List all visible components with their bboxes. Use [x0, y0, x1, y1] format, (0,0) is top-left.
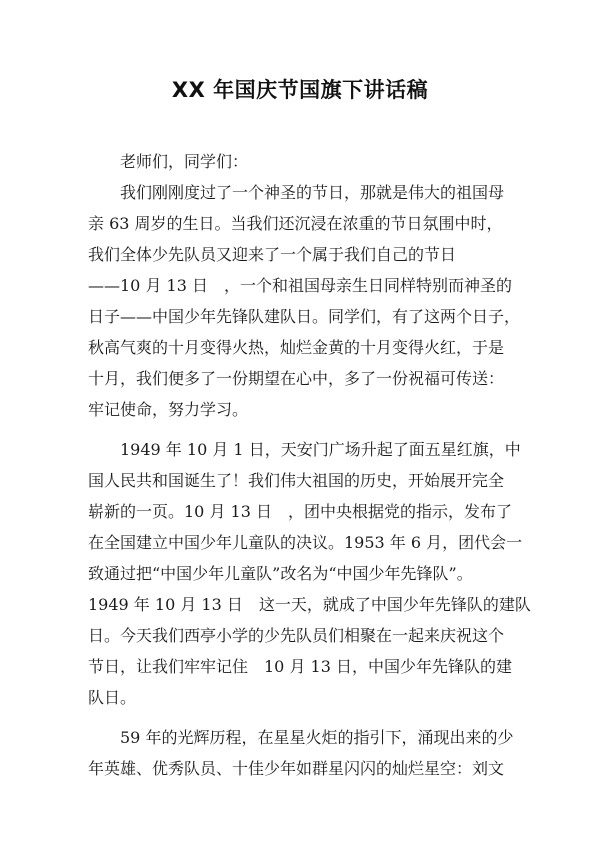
greeting-line: 老师们，同学们：	[120, 152, 249, 171]
paragraph-line: 亲 63 周岁的生日。当我们还沉浸在浓重的节日氛围中时，	[88, 214, 503, 233]
paragraph-1	[88, 177, 521, 425]
paragraph-line: 日。今天我们西亭小学的少先队员们相聚在一起来庆祝这个	[88, 626, 505, 645]
paragraph-line: 59 年的光辉历程，在星星火炬的指引下，涌现出来的少	[120, 728, 514, 747]
paragraph-gap	[88, 713, 512, 722]
paragraph-line: 我们全体少先队员又迎来了一个属于我们自己的节日	[88, 245, 457, 264]
paragraph-gap	[88, 425, 512, 434]
paragraph-line: 在全国建立中国少年儿童队的决议。1953 年 6 月，团代会一	[88, 533, 523, 552]
paragraph-line: ——10 月 13 日 ，一个和祖国母亲生日同样特别而神圣的	[88, 276, 512, 295]
paragraph-line: 牢记使命，努力学习。	[88, 400, 249, 419]
paragraph-3	[88, 722, 512, 784]
paragraph-line: 年英雄、优秀队员、十佳少年如群星闪闪的灿烂星空：刘文	[88, 759, 505, 778]
paragraph-line: 队日。	[88, 688, 137, 707]
paragraph-2	[88, 434, 531, 713]
paragraph-line: 十月，我们便多了一份期望在心中，多了一份祝福可传送：	[88, 369, 505, 388]
document-body	[88, 146, 531, 784]
document-title: XX 年国庆节国旗下讲话稿	[171, 78, 429, 102]
paragraph-line: 1949 年 10 月 1 日，天安门广场升起了面五星红旗，中	[120, 440, 521, 459]
paragraph-line: 节日，让我们牢牢记住 10 月 13 日，中国少年先锋队的建	[88, 657, 512, 676]
paragraph-line: 我们刚刚度过了一个神圣的节日，那就是伟大的祖国母	[120, 183, 505, 202]
paragraph-line: 秋高气爽的十月变得火热，灿烂金黄的十月变得火红，于是	[88, 338, 505, 357]
paragraph-line: 国人民共和国诞生了！我们伟大祖国的历史，开始展开完全	[88, 471, 505, 490]
paragraph-line: 日子——中国少年先锋队建队日。同学们，有了这两个日子，	[88, 307, 521, 326]
paragraph-line: 1949 年 10 月 13 日 这一天，就成了中国少年先锋队的建队	[88, 595, 531, 614]
paragraph-line: 崭新的一页。10 月 13 日 ，团中央根据党的指示，发布了	[88, 502, 512, 521]
paragraph-line: 致通过把“中国少年儿童队”改名为“中国少年先锋队”。	[88, 564, 473, 583]
